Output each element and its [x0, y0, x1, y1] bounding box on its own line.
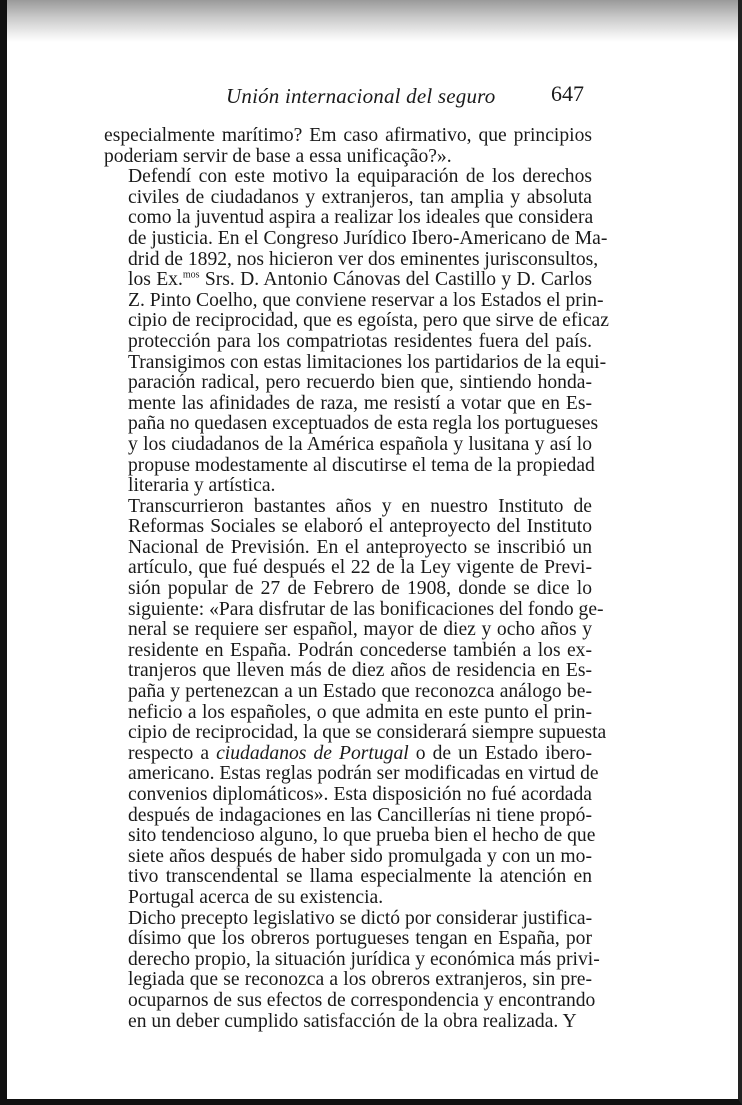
text-line: protección para los compatriotas residentes fuera del país. [128, 330, 592, 352]
paragraph [104, 126, 592, 167]
text-line: cipio de reciprocidad, que es egoísta, pero que sirve de eficaz [128, 310, 609, 332]
text-line: artículo, que fué después el 22 de la Ley vigente de Previ- [128, 557, 592, 579]
paragraph [104, 495, 607, 909]
text-line: poderiam servir de base a essa unificação?». [104, 145, 452, 167]
text-line: ocuparnos de sus efectos de correspondencia y encontrando [128, 989, 596, 1011]
text-line: tivo transcendental se llama especialmente la atención en [128, 866, 592, 888]
text-line: tranjeros que lleven más de diez años de residencia en Es- [128, 660, 592, 682]
text-line: propuse modestamente al discutirse el tema de la propiedad [128, 454, 595, 476]
text-line: sito tendencioso alguno, lo que prueba bien el hecho de que [128, 825, 596, 847]
page-number: 647 [551, 81, 584, 106]
text-line: Dicho precepto legislativo se dictó por considerar justifica- [128, 907, 593, 929]
text-line: Reformas Sociales se elaboró el anteproyecto del Instituto [128, 516, 592, 538]
text-line: civiles de ciudadanos y extranjeros, tan amplia y absoluta [128, 186, 592, 208]
text-line: legiada que se reconozca a los obreros extranjeros, sin pre- [128, 969, 592, 991]
text-line: Nacional de Previsión. En el anteproyecto se inscribió un [128, 536, 592, 558]
paragraph [104, 907, 600, 1033]
text-line: cipio de reciprocidad, la que se considerará siempre supuesta [128, 722, 607, 744]
text-line: Transigimos con estas limitaciones los partidarios de la equi- [128, 351, 607, 373]
book-page [104, 78, 609, 1032]
text-line: de justicia. En el Congreso Jurídico Ibero-Americano de Ma- [128, 227, 608, 249]
text-line: los Ex.$^{mos}$ Srs. D. Antonio Cánovas del Castillo y D. Carlos [128, 269, 592, 291]
text-line: especialmente marítimo? Em caso afirmativo, que principios [104, 125, 592, 146]
text-line: paración radical, pero recuerdo bien que, sintiendo honda- [128, 372, 592, 394]
text-line: y los ciudadanos de la América española y lusitana y así lo [128, 433, 592, 455]
paragraph [104, 166, 609, 497]
text-line: dísimo que los obreros portugueses tengan en España, por [128, 928, 592, 950]
text-line: después de indagaciones en las Cancillerías ni tiene propó- [128, 804, 592, 826]
body-text [104, 125, 609, 1032]
text-line: literaria y artística. [128, 475, 276, 497]
text-line: Portugal acerca de su existencia. [128, 886, 384, 908]
text-line: paña no quedasen exceptuados de esta regla los portugueses [128, 413, 599, 435]
text-line: respecto a ciudadanos de Portugal o de un Estado ibero- [128, 742, 592, 764]
text-line: Z. Pinto Coelho, que conviene reservar a los Estados el prin- [128, 289, 604, 311]
text-line: convenios diplomáticos». Esta disposición no fué acordada [128, 784, 592, 805]
text-line: siguiente: «Para disfrutar de las bonificaciones del fondo ge- [128, 598, 604, 620]
text-line: Transcurrieron bastantes años y en nuestro Instituto de [128, 495, 592, 517]
text-line: sión popular de 27 de Febrero de 1908, donde se dice lo [128, 578, 592, 600]
text-line: paña y pertenezcan a un Estado que reconozca análogo be- [128, 681, 592, 703]
text-line: neficio a los españoles, o que admita en este punto el prin- [128, 701, 592, 723]
text-line: mente las afinidades de raza, me resistí a votar que en Es- [128, 392, 592, 414]
text-line: Defendí con este motivo la equiparación de los derechos [128, 166, 592, 188]
text-line: siete años después de haber sido promulgada y con un mo- [128, 845, 592, 867]
page-header [104, 78, 592, 118]
running-title: Unión internacional del seguro [226, 84, 496, 108]
text-line: drid de 1892, nos hicieron ver dos eminentes jurisconsultos, [128, 248, 599, 270]
text-line: en un deber cumplido satisfacción de la obra realizada. Y [128, 1010, 577, 1032]
text-line: derecho propio, la situación jurídica y económica más privi- [128, 948, 600, 970]
text-line: residente en España. Podrán concederse también a los ex- [128, 639, 592, 661]
text-line: americano. Estas reglas podrán ser modificadas en virtud de [128, 763, 599, 785]
text-line: como la juventud aspira a realizar los ideales que considera [128, 207, 594, 229]
text-line: neral se requiere ser español, mayor de diez y ocho años y [128, 619, 592, 641]
